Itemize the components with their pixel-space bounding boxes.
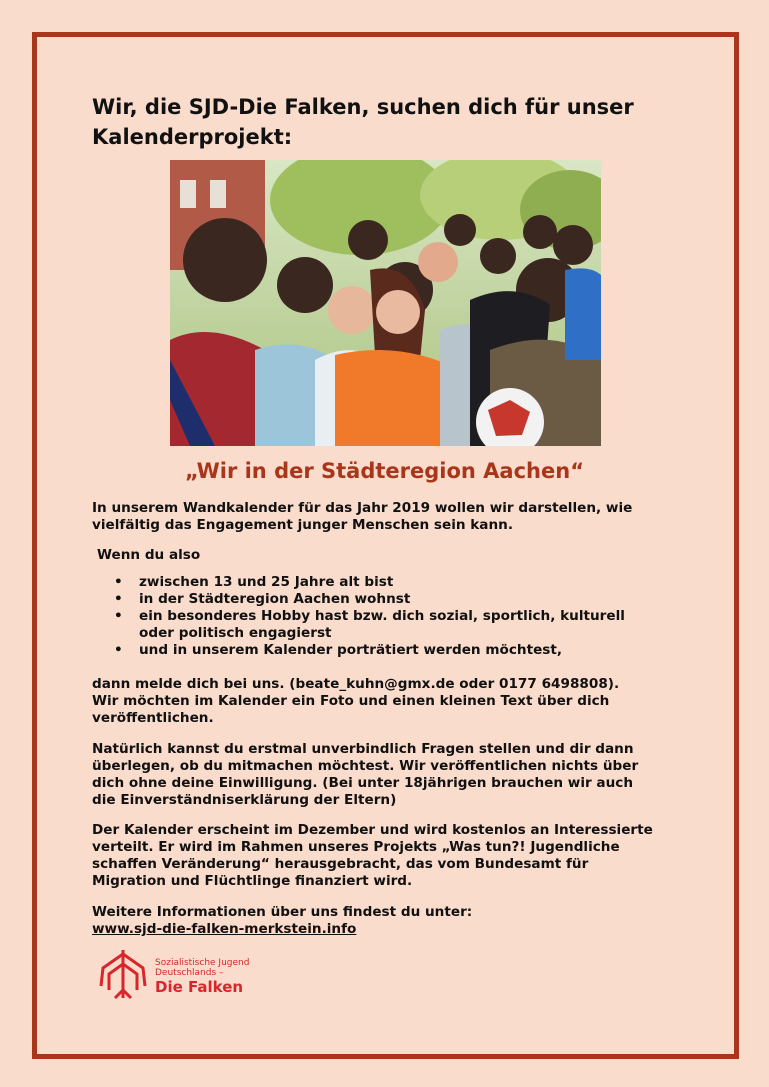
more-info-label: Weitere Informationen über uns findest du unter:: [92, 904, 473, 920]
bullet-icon: •: [114, 591, 123, 607]
website-link[interactable]: www.sjd-die-falken-merkstein.info: [92, 921, 357, 937]
bullet-icon: •: [114, 608, 123, 624]
page-title: Wir, die SJD-Die Falken, suchen dich für unser Kalenderprojekt:: [92, 95, 634, 149]
wenn-label: Wenn du also: [97, 547, 201, 563]
list-item: • zwischen 13 und 25 Jahre alt bist: [114, 574, 394, 590]
list-item: • und in unserem Kalender porträtiert werden möchtest,: [114, 642, 563, 658]
list-item: • ein besonderes Hobby hast bzw. dich sozial, sportlich, kulturell oder politisch engagierst: [114, 608, 625, 641]
criteria-list: [114, 574, 674, 659]
group-photo: [170, 160, 601, 446]
logo-subtitle: Sozialistische Jugend Deutschlands –: [155, 958, 250, 978]
logo-title: Die Falken: [155, 978, 244, 996]
falcon-icon: [97, 946, 149, 1002]
contact-paragraph: dann melde dich bei uns. (beate_kuhn@gmx.de oder 0177 6498808). Wir möchten im Kalender ein Foto und einen kleinen Text über dich veröffentlichen.: [92, 676, 620, 726]
consent-paragraph: Natürlich kannst du erstmal unverbindlich Fragen stellen und dir dann überlegen, ob du mitmachen möchtest. Wir veröffentlichen nichts über dich ohne deine Einwilligung. (Bei unter 18jährigen brauchen wir auch die Einverständniserklärung der Eltern): [92, 741, 639, 808]
falken-logo: [97, 946, 257, 1002]
bullet-icon: •: [114, 642, 123, 658]
list-item: • in der Städteregion Aachen wohnst: [114, 591, 411, 607]
subtitle: „Wir in der Städteregion Aachen“: [184, 459, 584, 483]
distribution-paragraph: Der Kalender erscheint im Dezember und wird kostenlos an Interessierte verteilt. Er wird im Rahmen unseres Projekts „Was tun?! Jugendliche schaffen Veränderung“ herausgebracht, das vom Bundesamt für Migration und Flüchtlinge finanziert wird.: [92, 822, 653, 889]
intro-paragraph: In unserem Wandkalender für das Jahr 2019 wollen wir darstellen, wie vielfältig das Engagement junger Menschen sein kann.: [92, 500, 633, 533]
bullet-icon: •: [114, 574, 123, 590]
